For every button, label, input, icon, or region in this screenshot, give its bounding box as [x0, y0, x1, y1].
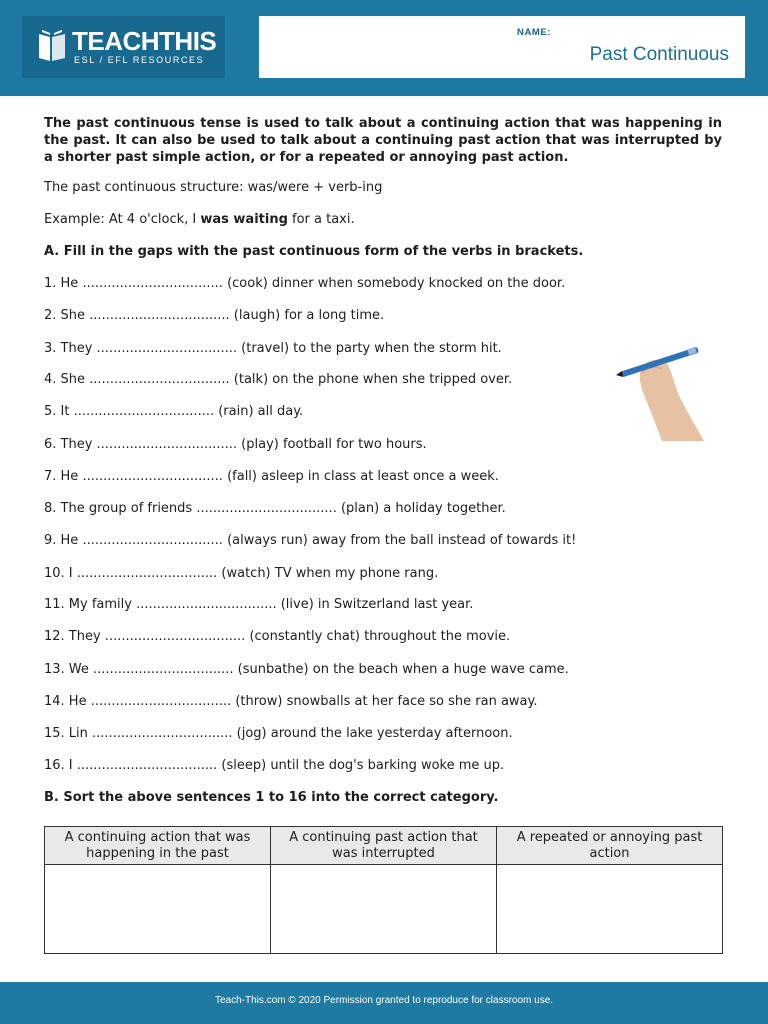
- question-12[interactable]: 12. They .................................. (constantly chat) throughout the movie.: [44, 629, 511, 644]
- footer-copyright: Teach-This.com © 2020 Permission granted to reproduce for classroom use.: [214, 995, 554, 1006]
- question-16[interactable]: 16. I .................................. (sleep) until the dog's barking woke me up.: [44, 758, 505, 773]
- teachthis-logo: [22, 16, 225, 78]
- intro-paragraph: The past continuous tense is used to talk about a continuing action that was happening in the past. It can also be used to talk about a continuing past action that was interrupted by a shorter past simple action, or for a repeated or annoying past action.: [44, 116, 722, 165]
- category-table: [44, 826, 723, 954]
- structure-line: The past continuous structure: was/were + verb-ing: [44, 180, 383, 195]
- book-icon: [36, 28, 68, 62]
- question-8[interactable]: 8. The group of friends .................................. (plan) a holiday together.: [44, 501, 506, 516]
- category-cell-repeated[interactable]: [497, 865, 723, 954]
- category-cell-continuing[interactable]: [45, 865, 271, 954]
- example-bold: was waiting: [200, 212, 288, 227]
- example-line: [44, 212, 355, 227]
- category-cell-interrupted[interactable]: [271, 865, 497, 954]
- question-1[interactable]: 1. He .................................. (cook) dinner when somebody knocked on the door.: [44, 276, 566, 291]
- footer-bar: [0, 982, 768, 1024]
- question-14[interactable]: 14. He .................................. (throw) snowballs at her face so she ran away.: [44, 694, 538, 709]
- section-a-heading: A. Fill in the gaps with the past continuous form of the verbs in brackets.: [44, 244, 584, 259]
- question-3[interactable]: 3. They .................................. (travel) to the party when the storm hit.: [44, 341, 502, 356]
- question-2[interactable]: 2. She .................................. (laugh) for a long time.: [44, 308, 385, 323]
- section-b-heading: B. Sort the above sentences 1 to 16 into the correct category.: [44, 790, 499, 805]
- pencil-hand-illustration: [612, 345, 708, 445]
- name-box[interactable]: [259, 16, 745, 78]
- category-header-repeated: A repeated or annoying past action: [497, 827, 723, 865]
- example-before: Example: At 4 o'clock, I: [44, 212, 201, 227]
- question-11[interactable]: 11. My family .................................. (live) in Switzerland last year.: [44, 597, 474, 612]
- question-7[interactable]: 7. He .................................. (fall) asleep in class at least once a week.: [44, 469, 499, 484]
- example-after: for a taxi.: [287, 212, 355, 227]
- category-header-interrupted: A continuing past action that was interrupted: [271, 827, 497, 865]
- question-6[interactable]: 6. They .................................. (play) football for two hours.: [44, 437, 427, 452]
- logo-subtitle: ESL / EFL RESOURCES: [74, 55, 205, 65]
- logo-title: TEACHTHIS: [72, 26, 217, 56]
- question-13[interactable]: 13. We .................................. (sunbathe) on the beach when a huge wave came.: [44, 662, 569, 677]
- header-bar: [0, 0, 768, 96]
- name-label: NAME:: [517, 27, 552, 38]
- category-header-continuing: A continuing action that was happening in the past: [45, 827, 271, 865]
- question-15[interactable]: 15. Lin .................................. (jog) around the lake yesterday afternoon.: [44, 726, 513, 741]
- question-9[interactable]: 9. He .................................. (always run) away from the ball instead of towards it!: [44, 533, 577, 548]
- question-5[interactable]: 5. It .................................. (rain) all day.: [44, 404, 304, 419]
- question-10[interactable]: 10. I .................................. (watch) TV when my phone rang.: [44, 566, 439, 581]
- question-4[interactable]: 4. She .................................. (talk) on the phone when she tripped over.: [44, 372, 513, 387]
- worksheet-title: Past Continuous: [589, 44, 729, 65]
